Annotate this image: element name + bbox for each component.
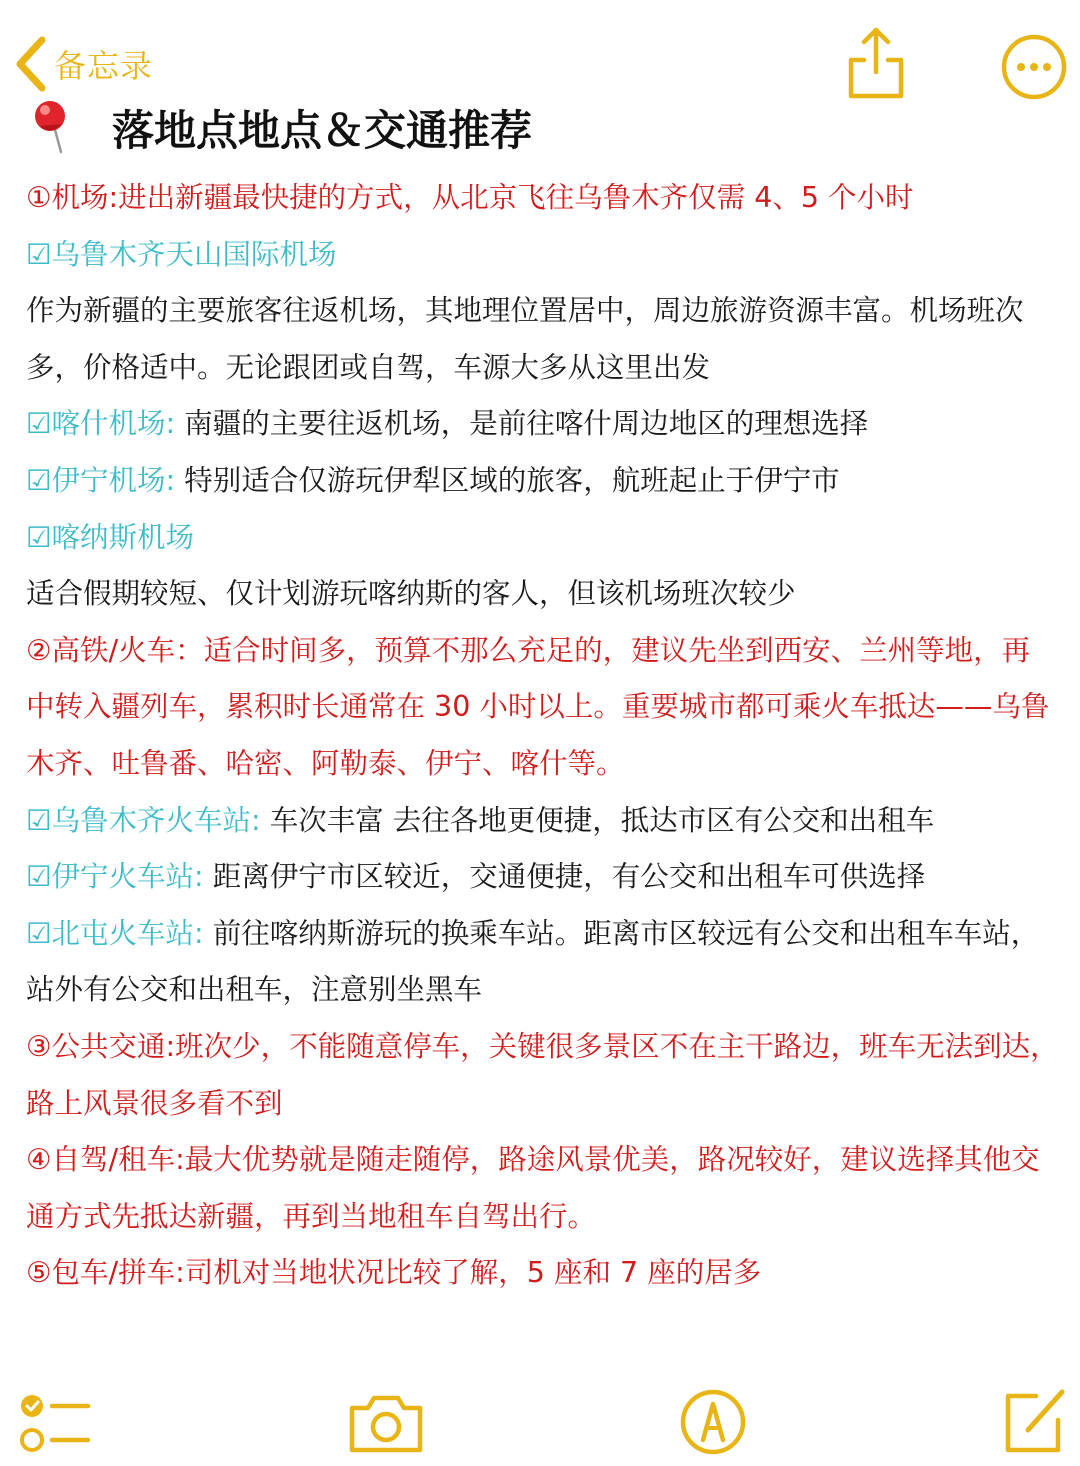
note-line [26,283,1060,340]
note-line [26,736,1060,793]
note-line-text: ☑乌鲁木齐天山国际机场 [26,237,337,271]
note-line [26,227,1060,284]
note-line [26,170,1060,227]
chevron-left-icon [14,36,48,92]
note-line-label: ☑乌鲁木齐火车站: [26,803,261,837]
bottom-toolbar [0,1378,1080,1466]
note-line [26,453,1060,510]
note-line [26,340,1060,397]
note-line [26,1245,1060,1302]
note-line-text: 适合假期较短、仅计划游玩喀纳斯的客人，但该机场班次较少 [26,577,796,611]
share-button[interactable] [845,26,907,100]
note-line [26,962,1060,1019]
note-title: 落地点地点＆交通推荐 [112,106,533,155]
note-line [26,679,1060,736]
more-button[interactable] [1000,33,1068,101]
note-line [26,1189,1060,1246]
note-line-text: 中转入疆列车，累积时长通常在 30 小时以上。重要城市都可乘火车抵达——乌鲁 [26,690,1050,724]
note-line-text: ②高铁/火车：适合时间多，预算不那么充足的，建议先坐到西安、兰州等地，再 [26,633,1031,667]
note-line-label: ☑北屯火车站: [26,916,204,950]
note-line [26,396,1060,453]
note-line [26,849,1060,906]
note-line-label: ☑喀什机场: [26,407,176,441]
note-line-text: ④自驾/租车:最大优势就是随走随停，路途风景优美，路况较好，建议选择其他交 [26,1143,1040,1177]
note-line-text: 车次丰富 去往各地更便捷，抵达市区有公交和出租车 [260,803,935,837]
note-line-text: ☑喀纳斯机场 [26,520,195,554]
note-line-text: 特别适合仅游玩伊犁区域的旅客，航班起止于伊宁市 [175,463,840,497]
note-line-text: ①机场:进出新疆最快捷的方式，从北京飞往乌鲁木齐仅需 4、5 个小时 [26,181,914,214]
note-line [26,906,1060,963]
note-line-text: 多，价格适中。无论跟团或自驾，车源大多从这里出发 [26,350,711,384]
checklist-icon [18,1392,92,1456]
top-navigation-bar [0,0,1080,100]
back-label: 备忘录 [54,47,154,85]
note-title-row [28,96,1068,162]
checklist-button[interactable] [18,1392,92,1456]
note-line-text: 作为新疆的主要旅客往返机场，其地理位置居中，周边旅游资源丰富。机场班次 [26,294,1024,328]
camera-button[interactable] [346,1390,426,1454]
share-icon [845,26,907,100]
camera-icon [346,1390,426,1454]
note-line-label: ☑伊宁火车站: [26,860,204,894]
compose-icon [1000,1386,1068,1456]
note-line [26,1019,1060,1076]
note-line-label: ☑伊宁机场: [26,463,176,497]
note-line [26,793,1060,850]
note-line-text: 木齐、吐鲁番、哈密、阿勒泰、伊宁、喀什等。 [26,746,625,780]
pushpin-icon [28,96,78,156]
note-line-text: 路上风景很多看不到 [26,1086,283,1120]
note-line-text: ③公共交通:班次少，不能随意停车，关键很多景区不在主干路边，班车无法到达， [26,1029,1059,1063]
note-line-text: 通方式先抵达新疆，再到当地租车自驾出行。 [26,1199,597,1233]
note-line-text: ⑤包车/拼车:司机对当地状况比较了解，5 座和 7 座的居多 [26,1256,762,1290]
note-line [26,1076,1060,1133]
note-body[interactable] [26,170,1060,1302]
more-icon [1000,33,1068,101]
back-button[interactable] [14,34,153,94]
note-line [26,1132,1060,1189]
note-line-text: 距离伊宁市区较近，交通便捷，有公交和出租车可供选择 [203,860,926,894]
note-line-text: 站外有公交和出租车，注意别坐黑车 [26,973,483,1007]
note-line-text: 前往喀纳斯游玩的换乘车站。距离市区较远有公交和出租车车站， [203,916,1040,950]
compose-button[interactable] [1000,1386,1068,1456]
note-line [26,510,1060,567]
note-line [26,623,1060,680]
note-line [26,566,1060,623]
markup-pen-icon [679,1388,747,1456]
note-line-text: 南疆的主要往返机场，是前往喀什周边地区的理想选择 [175,407,869,441]
markup-button[interactable] [679,1388,747,1456]
